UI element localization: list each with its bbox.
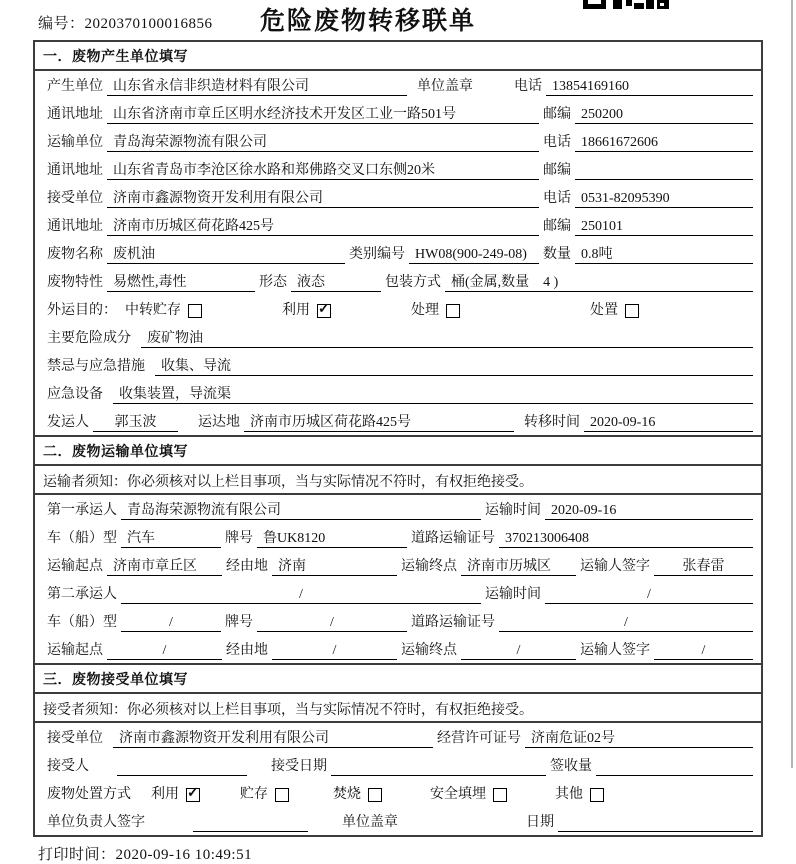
row-vehicle1 [35, 523, 761, 551]
vehicle-type1-label: 车（船）型 [47, 531, 117, 546]
transport-time1-value: 2020-09-16 [545, 502, 753, 520]
row-accept-unit [35, 723, 761, 751]
terminus2-label: 运输终点 [401, 643, 457, 658]
checkbox-disposal-incinerate-icon [368, 788, 382, 802]
row-acceptor [35, 751, 761, 779]
transport-unit-value: 青岛海荣源物流有限公司 [107, 134, 539, 152]
transport-time1-label: 运输时间 [485, 503, 541, 518]
transfer-date-label: 转移时间 [524, 415, 580, 430]
producer-address-value: 山东省济南市章丘区明水经济技术开发区工业一路501号 [107, 106, 539, 124]
carrier-sign1-value: 张春雷 [654, 558, 753, 576]
disposal-other-label: 其他 [555, 787, 583, 802]
responsible-signature-label: 单位负责人签字 [47, 815, 145, 830]
transport-unit-label: 运输单位 [47, 135, 103, 150]
serial-label: 编号： [38, 16, 85, 32]
section1-header: 一．废物产生单位填写 [35, 42, 761, 71]
checkbox-disposal-utilize-icon [186, 788, 200, 802]
quantity-value: 0.8吨 [575, 246, 753, 264]
print-time-label: 打印时间： [38, 847, 116, 863]
print-time [38, 843, 796, 864]
producer-unit-label: 产生单位 [47, 79, 103, 94]
row-route2 [35, 635, 761, 663]
purpose-transfer-storage [125, 302, 202, 320]
carrier-notice: 运输者须知：你必须核对以上栏目事项，当与实际情况不符时，有权拒绝接受。 [35, 466, 761, 495]
terminus1-value: 济南市历城区 [461, 558, 576, 576]
plate2-label: 牌号 [225, 615, 253, 630]
receiver-address-label: 通讯地址 [47, 219, 103, 234]
producer-phone-label: 电话 [514, 79, 542, 94]
packaging-value: 桶(金属,数量 4 ) [445, 274, 753, 292]
receiver-zip-value: 250101 [575, 218, 753, 236]
receiver-unit-label: 接受单位 [47, 191, 103, 206]
shipper-value: 郭玉波 [93, 414, 178, 432]
row-vehicle2 [35, 607, 761, 635]
purpose-utilize-label: 利用 [282, 303, 310, 318]
waste-name-value: 废机油 [107, 246, 345, 264]
first-carrier-label: 第一承运人 [47, 503, 117, 518]
serial-value: 2020370100016856 [84, 16, 213, 32]
row-first-carrier [35, 495, 761, 523]
row-waste-name [35, 239, 761, 267]
page-title: 危险废物转移联单 [259, 8, 476, 35]
producer-phone-value: 13854169160 [546, 78, 753, 96]
unit-seal2-label: 单位盖章 [342, 815, 398, 830]
row-producer-unit [35, 71, 761, 99]
destination-label: 运达地 [198, 415, 240, 430]
purpose-treat-label: 处理 [411, 303, 439, 318]
disposal-incinerate [333, 786, 382, 804]
receiver-unit-value: 济南市鑫源物资开发利用有限公司 [107, 190, 539, 208]
second-carrier-label: 第二承运人 [47, 587, 117, 602]
shipper-label: 发运人 [47, 415, 89, 430]
category-code-label: 类别编号 [349, 247, 405, 262]
waste-property-label: 废物特性 [47, 275, 103, 290]
hazard-components-value: 废矿物油 [141, 330, 753, 348]
destination-value: 济南市历城区荷花路425号 [244, 414, 514, 432]
vehicle-type1-value: 汽车 [121, 530, 221, 548]
row-emergency-equipment [35, 379, 761, 407]
transport-address-label: 通讯地址 [47, 163, 103, 178]
road-permit2-label: 道路运输证号 [411, 615, 495, 630]
terminus2-value: / [461, 642, 576, 660]
disposal-utilize [151, 786, 200, 804]
checkbox-disposal-other-icon [590, 788, 604, 802]
transport-phone-value: 18661672606 [575, 134, 753, 152]
transport-address-value: 山东省青岛市李沧区徐水路和郑佛路交叉口东侧20米 [107, 162, 539, 180]
received-quantity-label: 签收量 [550, 759, 592, 774]
checkbox-disposal-store-icon [275, 788, 289, 802]
row-outbound-purpose [35, 295, 761, 323]
manifest-form [33, 40, 763, 837]
disposal-incinerate-label: 焚烧 [333, 787, 361, 802]
row-producer-address [35, 99, 761, 127]
acceptor-label: 接受人 [47, 759, 89, 774]
row-emergency-measures [35, 351, 761, 379]
section3-header: 三．废物接受单位填写 [35, 663, 761, 694]
row-receiver-address [35, 211, 761, 239]
purpose-transfer-storage-label: 中转贮存 [125, 303, 181, 318]
acceptor-value [117, 758, 247, 776]
producer-address-label: 通讯地址 [47, 107, 103, 122]
origin1-value: 济南市章丘区 [107, 558, 222, 576]
checkbox-treat-icon [446, 304, 460, 318]
row-transport-address [35, 155, 761, 183]
quantity-label: 数量 [543, 247, 571, 262]
row-route1 [35, 551, 761, 579]
accept-unit-value: 济南市鑫源物资开发利用有限公司 [113, 730, 433, 748]
disposal-landfill-label: 安全填埋 [430, 787, 486, 802]
section2-header: 二．废物运输单位填写 [35, 435, 761, 466]
receiver-phone-label: 电话 [543, 191, 571, 206]
date-value [558, 814, 753, 832]
origin2-label: 运输起点 [47, 643, 103, 658]
disposal-utilize-label: 利用 [151, 787, 179, 802]
waste-property-value: 易燃性,毒性 [107, 274, 255, 292]
road-permit1-label: 道路运输证号 [411, 531, 495, 546]
via2-value: / [272, 642, 397, 660]
transfer-date-value: 2020-09-16 [584, 414, 753, 432]
checkbox-disposal-landfill-icon [493, 788, 507, 802]
producer-zip-label: 邮编 [543, 107, 571, 122]
row-responsible-signature [35, 807, 761, 835]
carrier-sign1-label: 运输人签字 [580, 559, 650, 574]
row-transport-unit [35, 127, 761, 155]
receiver-zip-label: 邮编 [543, 219, 571, 234]
purpose-utilize [282, 302, 331, 320]
date-label: 日期 [526, 815, 554, 830]
transport-zip-value [575, 162, 753, 180]
plate2-value: / [257, 614, 407, 632]
disposal-store-label: 贮存 [240, 787, 268, 802]
vehicle-type2-label: 车（船）型 [47, 615, 117, 630]
checkbox-utilize-icon [317, 304, 331, 318]
waste-name-label: 废物名称 [47, 247, 103, 262]
carrier-sign2-label: 运输人签字 [580, 643, 650, 658]
second-carrier-value: / [121, 586, 481, 604]
accept-unit-label: 接受单位 [47, 731, 103, 746]
origin1-label: 运输起点 [47, 559, 103, 574]
accept-date-value [331, 758, 546, 776]
row-disposal-method [35, 779, 761, 807]
via2-label: 经由地 [226, 643, 268, 658]
accept-date-label: 接受日期 [271, 759, 327, 774]
receiver-notice: 接受者须知：你必须核对以上栏目事项，当与实际情况不符时，有权拒绝接受。 [35, 694, 761, 723]
print-time-value: 2020-09-16 10:49:51 [115, 847, 253, 863]
row-shipper [35, 407, 761, 435]
plate1-value: 鲁UK8120 [257, 530, 407, 548]
category-code-value: HW08(900-249-08) [409, 246, 539, 264]
packaging-label: 包装方式 [385, 275, 441, 290]
row-hazard-components [35, 323, 761, 351]
form-state-label: 形态 [259, 275, 287, 290]
unit-seal-label: 单位盖章 [417, 79, 473, 94]
origin2-value: / [107, 642, 222, 660]
row-receiver-unit [35, 183, 761, 211]
vehicle-type2-value: / [121, 614, 221, 632]
license-label: 经营许可证号 [437, 731, 521, 746]
received-quantity-value [596, 758, 753, 776]
emergency-equipment-label: 应急设备 [47, 387, 103, 402]
road-permit1-value: 370213006408 [499, 530, 753, 548]
transport-phone-label: 电话 [543, 135, 571, 150]
purpose-dispose-label: 处置 [590, 303, 618, 318]
responsible-signature-value [193, 814, 308, 832]
document-header [0, 0, 796, 40]
carrier-sign2-value: / [654, 642, 753, 660]
transport-zip-label: 邮编 [543, 163, 571, 178]
producer-unit-value: 山东省永信非织造材料有限公司 [107, 78, 407, 96]
row-second-carrier [35, 579, 761, 607]
terminus1-label: 运输终点 [401, 559, 457, 574]
disposal-method-label: 废物处置方式 [47, 787, 131, 802]
producer-zip-value: 250200 [575, 106, 753, 124]
via1-value: 济南 [272, 558, 397, 576]
outbound-purpose-label: 外运目的： [47, 303, 117, 318]
transport-time2-label: 运输时间 [485, 587, 541, 602]
receiver-address-value: 济南市历城区荷花路425号 [107, 218, 539, 236]
purpose-treat [411, 302, 460, 320]
qr-code-fragment-icon [583, 0, 669, 9]
road-permit2-value: / [499, 614, 753, 632]
form-state-value: 液态 [291, 274, 381, 292]
checkbox-transfer-storage-icon [188, 304, 202, 318]
emergency-equipment-value: 收集装置，导流渠 [113, 386, 753, 404]
plate1-label: 牌号 [225, 531, 253, 546]
disposal-store [240, 786, 289, 804]
license-value: 济南危证02号 [525, 730, 753, 748]
window-edge-line [791, 0, 793, 768]
purpose-dispose [590, 302, 639, 320]
disposal-other [555, 786, 604, 804]
hazard-components-label: 主要危险成分 [47, 331, 131, 346]
receiver-phone-value: 0531-82095390 [575, 190, 753, 208]
checkbox-dispose-icon [625, 304, 639, 318]
row-waste-property [35, 267, 761, 295]
via1-label: 经由地 [226, 559, 268, 574]
first-carrier-value: 青岛海荣源物流有限公司 [121, 502, 481, 520]
transport-time2-value: / [545, 586, 753, 604]
disposal-landfill [430, 786, 507, 804]
emergency-measures-label: 禁忌与应急措施 [47, 359, 145, 374]
emergency-measures-value: 收集、导流 [155, 358, 753, 376]
